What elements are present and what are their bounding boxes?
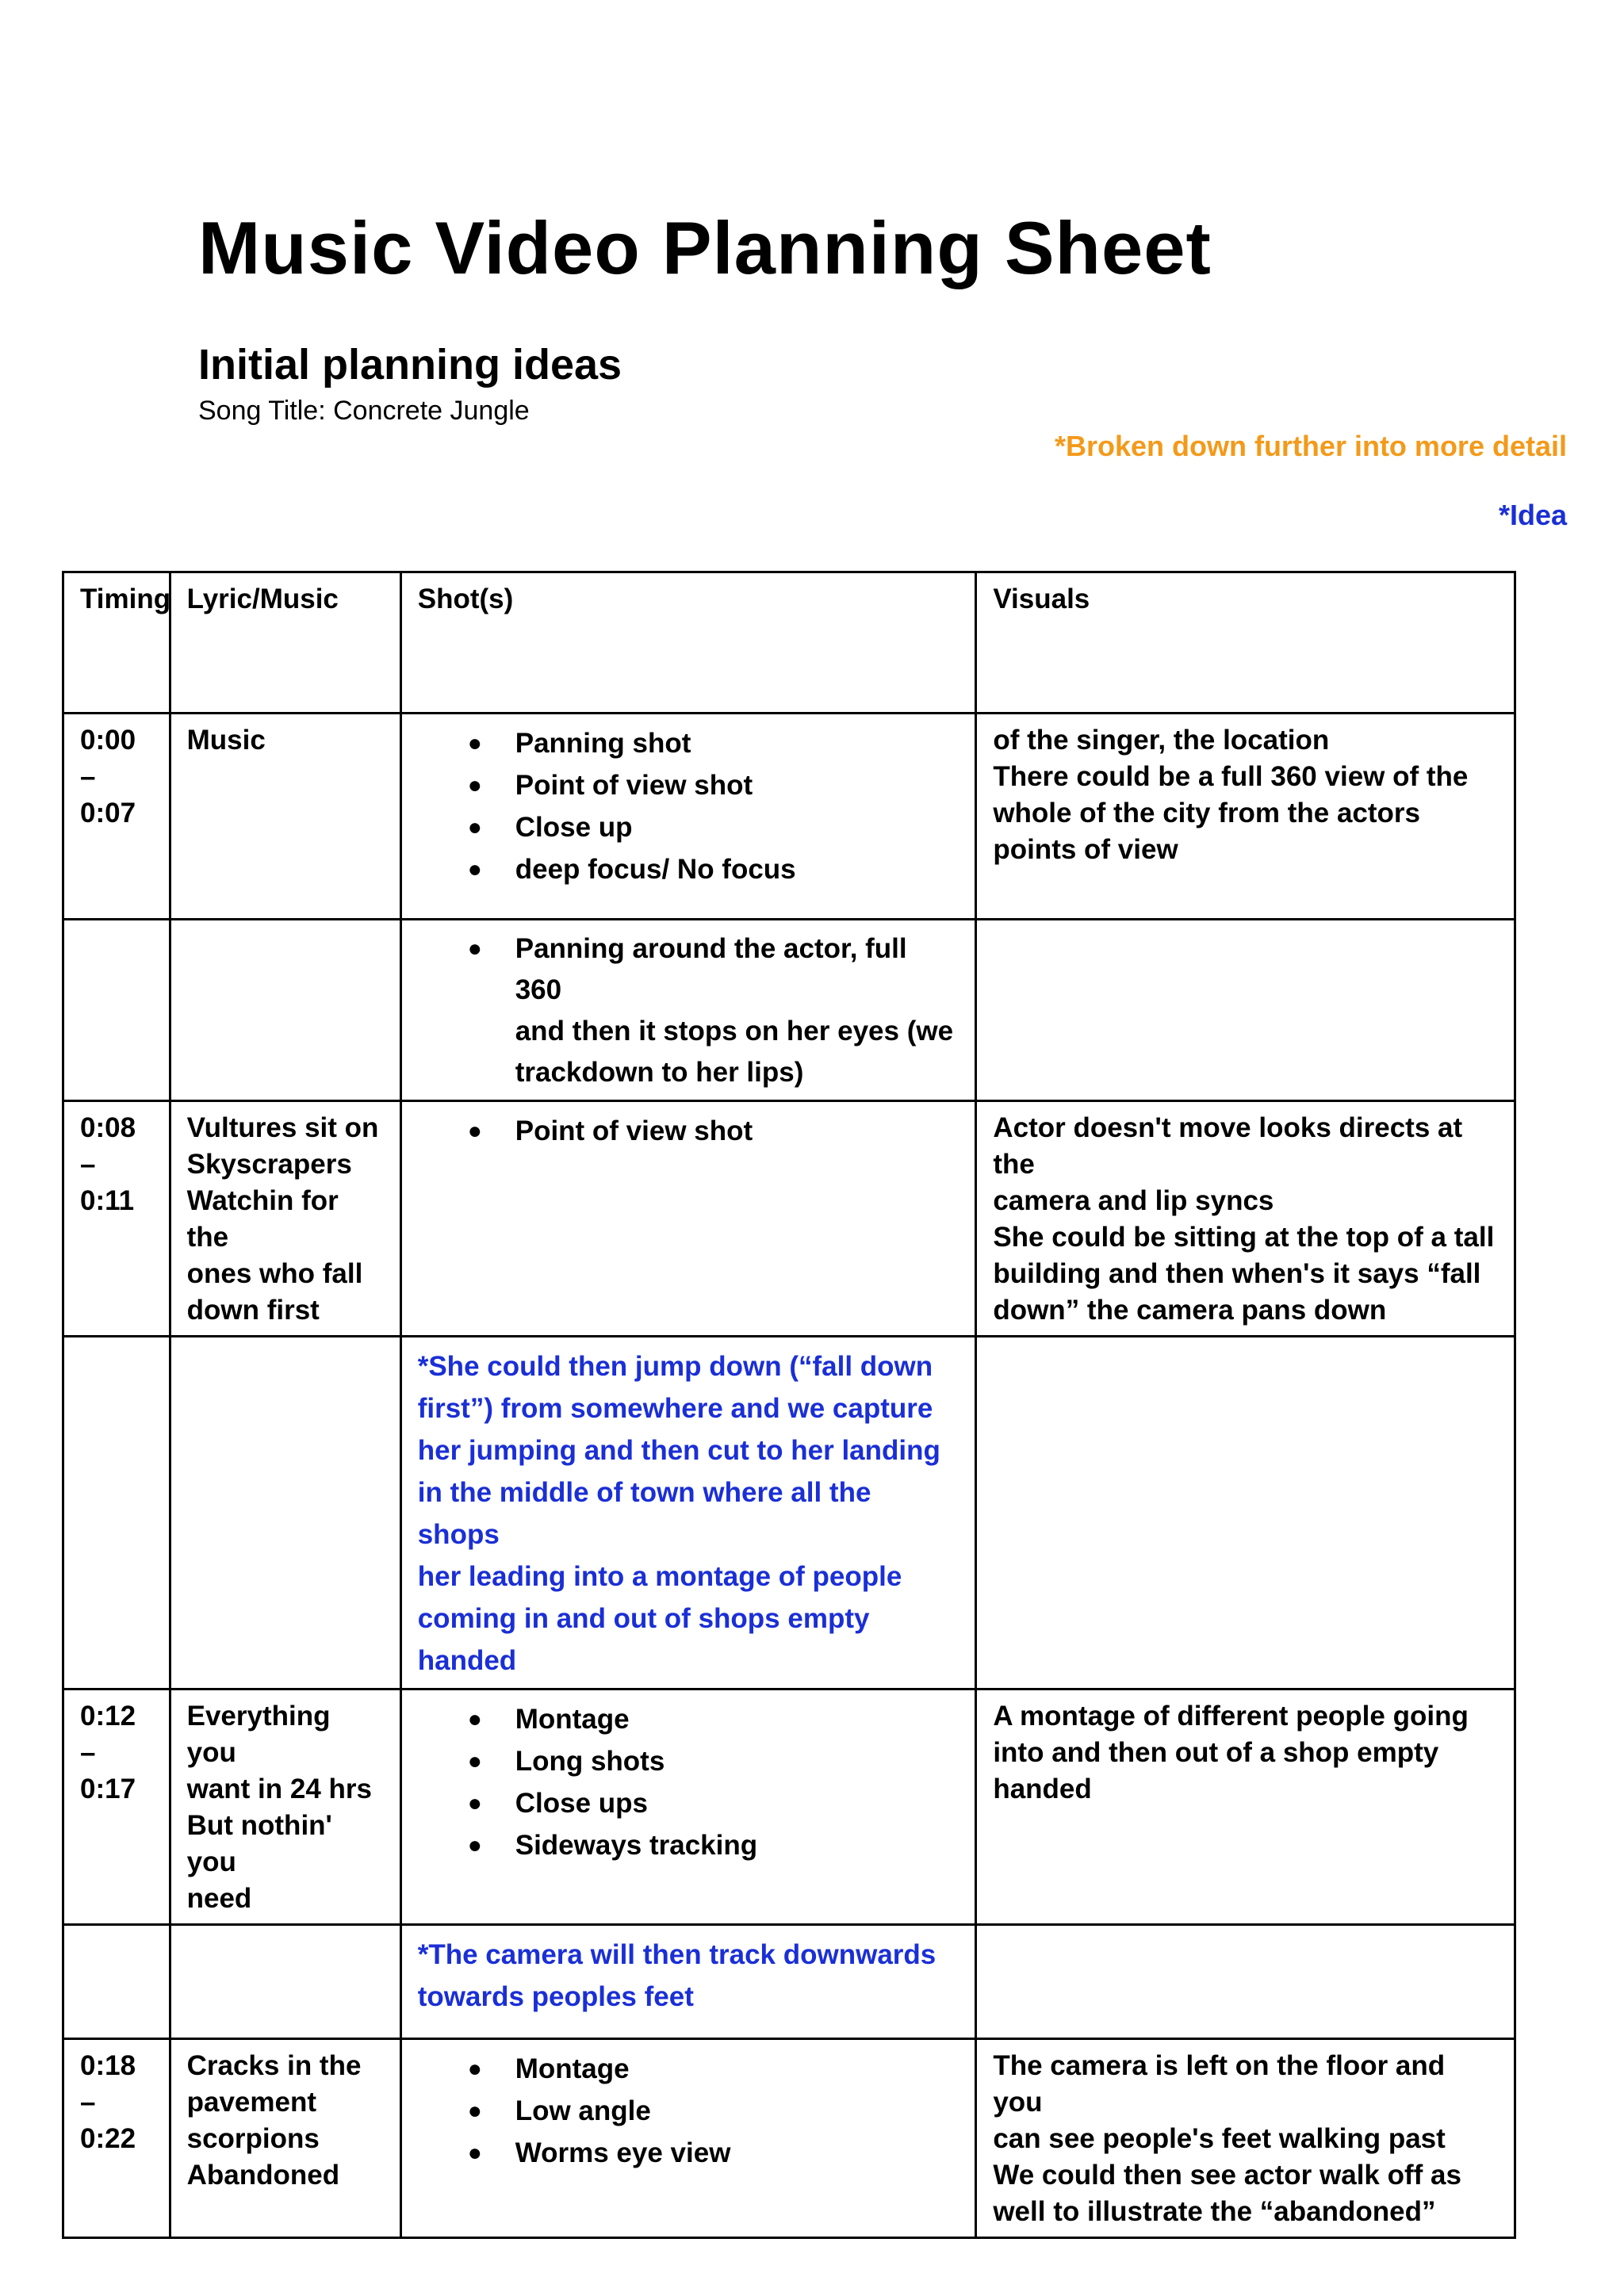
shot-item: ● Montage bbox=[418, 1698, 959, 1740]
visuals-cell bbox=[976, 920, 1515, 1101]
header-lyric: Lyric/Music bbox=[170, 572, 400, 714]
legend-idea: *Idea bbox=[1498, 499, 1567, 531]
table-row bbox=[63, 2039, 1515, 2238]
shot-item: ● Worms eye view bbox=[418, 2132, 959, 2174]
shot-item: ● Panning shot bbox=[418, 722, 959, 764]
bullet-icon: ● bbox=[467, 2140, 482, 2166]
visuals-cell: A montage of different people going into and then out of a shop empty handed bbox=[976, 1689, 1515, 1925]
shot-item: ● Close up bbox=[418, 806, 959, 848]
timing-cell: 0:18 – 0:22 bbox=[63, 2039, 170, 2238]
idea-note: *She could then jump down (“fall down first”) from somewhere and we capture her jumping and then cut to her landing in the middle of town where all the shops her leading into a montage of people coming in and out of shops empty handed bbox=[417, 1351, 940, 1676]
shot-item: ● Point of view shot bbox=[418, 764, 959, 806]
visuals-cell bbox=[976, 1925, 1515, 2039]
shot-list bbox=[418, 722, 959, 890]
bullet-icon: ● bbox=[467, 1118, 482, 1144]
visuals-cell: Actor doesn't move looks directs at the camera and lip syncs She could be sitting at the top of a tall building and then when's it says “fall down” the camera pans down bbox=[976, 1101, 1515, 1337]
bullet-icon: ● bbox=[467, 772, 482, 798]
visuals-cell bbox=[976, 1337, 1515, 1689]
shot-item: ● deep focus/ No focus bbox=[418, 848, 959, 890]
bullet-icon: ● bbox=[467, 2098, 482, 2124]
lyric-cell: Music bbox=[170, 714, 400, 920]
shot-item: ● Sideways tracking bbox=[418, 1824, 959, 1866]
idea-note: *The camera will then track downwards towards peoples feet bbox=[417, 1939, 936, 2012]
legend-broken-down: *Broken down further into more detail bbox=[1054, 430, 1567, 462]
timing-cell: 0:08 – 0:11 bbox=[63, 1101, 170, 1337]
table-header-row bbox=[63, 572, 1515, 714]
visuals-cell: of the singer, the location There could be a full 360 view of the whole of the city from the actors points of view bbox=[976, 714, 1515, 920]
shot-item: ● Point of view shot bbox=[418, 1110, 959, 1152]
lyric-cell: Vultures sit on Skyscrapers Watchin for the ones who fall down first bbox=[170, 1101, 400, 1337]
table-row bbox=[63, 920, 1515, 1101]
lyric-cell: Cracks in the pavement scorpions Abandoned bbox=[170, 2039, 400, 2238]
timing-cell bbox=[63, 1337, 170, 1689]
bullet-icon: ● bbox=[467, 936, 482, 962]
bullet-icon: ● bbox=[467, 856, 482, 882]
table-row bbox=[63, 714, 1515, 920]
header-timing: Timing bbox=[63, 572, 170, 714]
shot-item: ● Panning around the actor, full 360 and then it stops on her eyes (we trackdown to her lips) bbox=[418, 928, 959, 1093]
shot-list bbox=[418, 2048, 959, 2174]
shot-item: ● Long shots bbox=[418, 1740, 959, 1782]
timing-cell: 0:12 – 0:17 bbox=[63, 1689, 170, 1925]
timing-cell bbox=[63, 1925, 170, 2039]
shot-item: ● Close ups bbox=[418, 1782, 959, 1824]
bullet-icon: ● bbox=[467, 730, 482, 756]
shot-item: ● Low angle bbox=[418, 2090, 959, 2132]
bullet-icon: ● bbox=[467, 1748, 482, 1774]
shot-list bbox=[418, 1698, 959, 1866]
table-row bbox=[63, 1101, 1515, 1337]
timing-cell bbox=[63, 920, 170, 1101]
lyric-cell bbox=[170, 1337, 400, 1689]
bullet-icon: ● bbox=[467, 1706, 482, 1732]
lyric-cell: Everything you want in 24 hrs But nothin' you need bbox=[170, 1689, 400, 1925]
bullet-icon: ● bbox=[467, 814, 482, 840]
page-title: Music Video Planning Sheet bbox=[198, 206, 1212, 289]
planning-table bbox=[62, 571, 1516, 2239]
bullet-icon: ● bbox=[467, 1832, 482, 1858]
shot-list bbox=[418, 1110, 959, 1152]
bullet-icon: ● bbox=[467, 1790, 482, 1816]
header-shots: Shot(s) bbox=[400, 572, 976, 714]
shots-cell bbox=[400, 1689, 976, 1925]
shots-cell bbox=[400, 1101, 976, 1337]
bullet-icon: ● bbox=[467, 2056, 482, 2082]
shots-cell bbox=[400, 2039, 976, 2238]
shot-list bbox=[418, 928, 959, 1093]
timing-cell: 0:00 – 0:07 bbox=[63, 714, 170, 920]
song-title: Song Title: Concrete Jungle bbox=[198, 396, 530, 426]
lyric-cell bbox=[170, 1925, 400, 2039]
visuals-cell: The camera is left on the floor and you can see people's feet walking past We could then see actor walk off as well to illustrate the “abandoned” bbox=[976, 2039, 1515, 2238]
shots-cell bbox=[400, 920, 976, 1101]
idea-cell bbox=[400, 1925, 976, 2039]
section-heading: Initial planning ideas bbox=[198, 341, 622, 388]
header-visuals: Visuals bbox=[976, 572, 1515, 714]
shot-item: ● Montage bbox=[418, 2048, 959, 2090]
table-row bbox=[63, 1925, 1515, 2039]
table-row bbox=[63, 1337, 1515, 1689]
table-row bbox=[63, 1689, 1515, 1925]
lyric-cell bbox=[170, 920, 400, 1101]
shots-cell bbox=[400, 714, 976, 920]
idea-cell bbox=[400, 1337, 976, 1689]
